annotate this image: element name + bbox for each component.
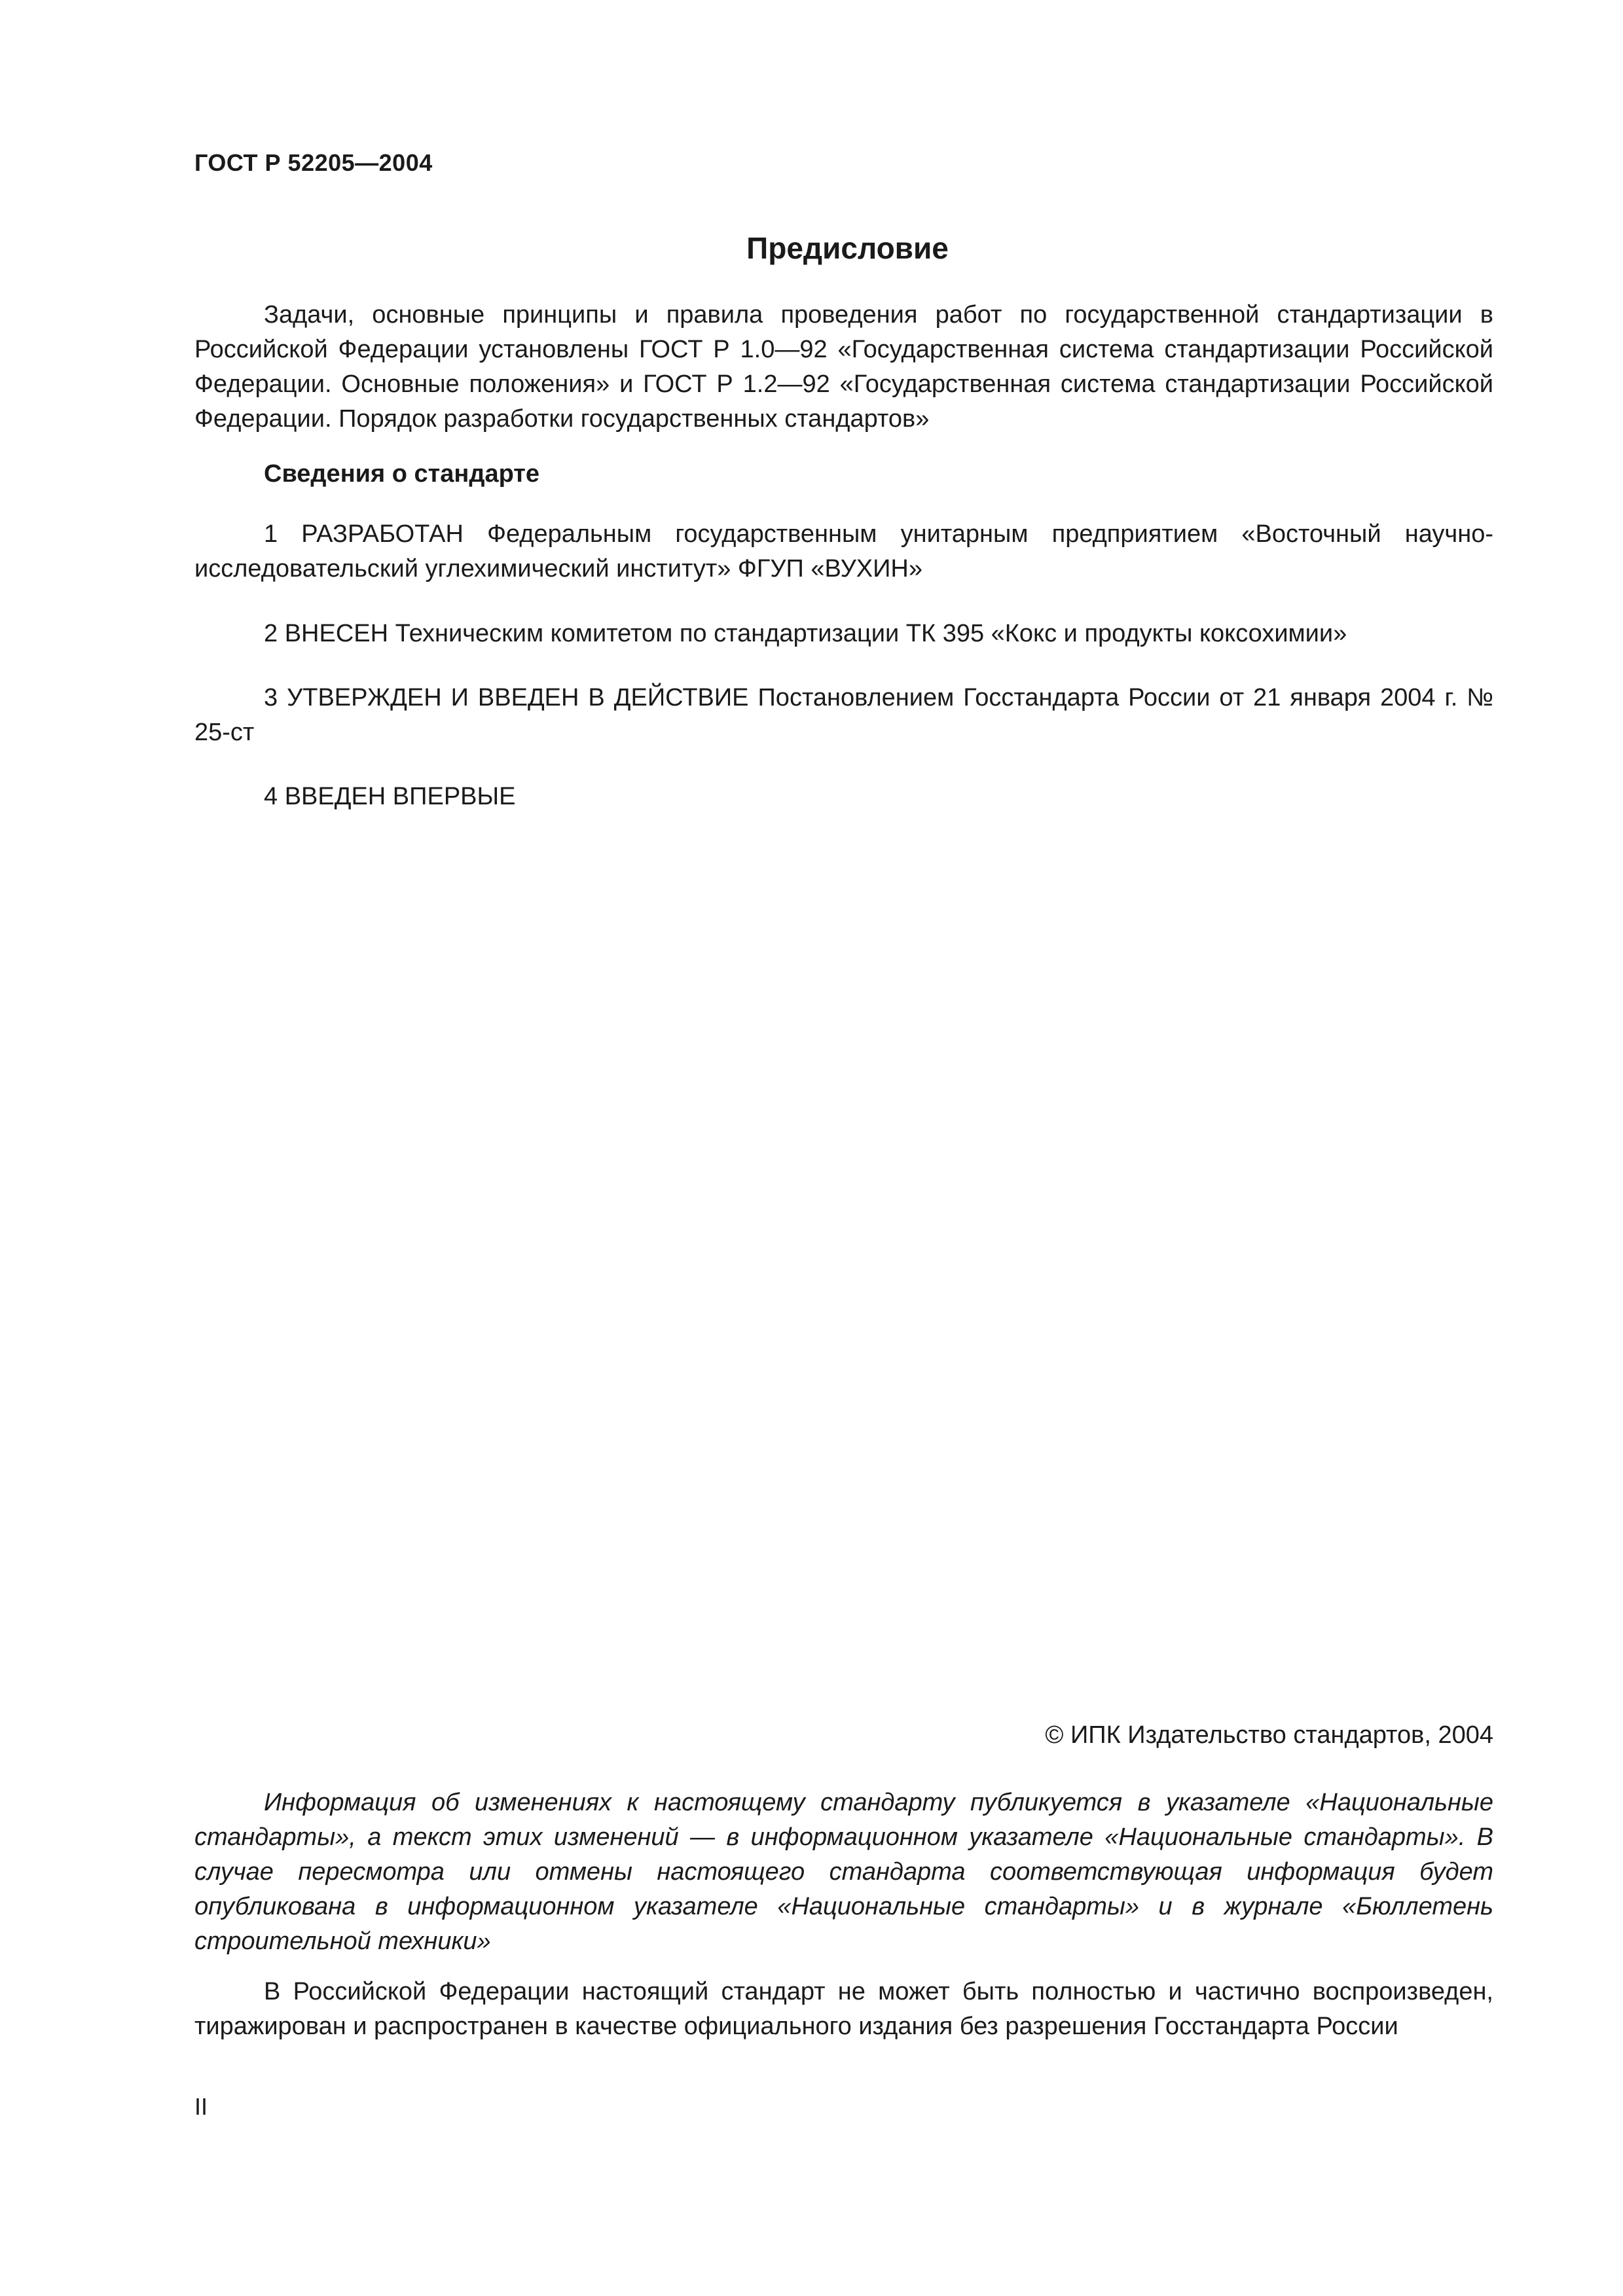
page-number: II [194, 2093, 208, 2120]
page-title: Предисловие [746, 231, 949, 265]
list-item: 1 РАЗРАБОТАН Федеральным государственным унитарным предприятием «Восточный научно-исследовательский углехимический институт» ФГУП «ВУХИН» [194, 520, 1493, 583]
list-item: 2 ВНЕСЕН Техническим комитетом по стандартизации ТК 395 «Кокс и продукты коксохимии» [264, 620, 1347, 647]
list-item: 4 ВВЕДЕН ВПЕРВЫЕ [264, 783, 516, 810]
item-3-block [194, 681, 1493, 750]
standard-info-heading: Сведения о стандарте [264, 460, 540, 488]
changes-notice-block [194, 1785, 1493, 1959]
intro-paragraph: Задачи, основные принципы и правила проведения работ по государственной стандартизации в Российской Федерации установлены ГОСТ Р 1.0—92 «Государственная система стандартизации Российской Федерации. Основные положения» и ГОСТ Р 1.2—92 «Государственная система стандартизации Российской Федерации. Порядок разработки государственных стандартов» [194, 301, 1493, 433]
foreword-intro [194, 298, 1493, 437]
item-2-block [194, 617, 1493, 651]
item-4-block [194, 780, 1493, 814]
copyright-line: © ИПК Издательство стандартов, 2004 [1045, 1721, 1493, 1749]
changes-notice: Информация об изменениях к настоящему стандарту публикуется в указателе «Национальные стандарты», а текст этих изменений — в информационном указателе «Национальные стандарты». В случае пересмотра или отмены настоящего стандарта соответствующая информация будет опубликована в информационном указателе «Национальные стандарты» и в журнале «Бюллетень строительной техники» [194, 1789, 1493, 1955]
list-item: 3 УТВЕРЖДЕН И ВВЕДЕН В ДЕЙСТВИЕ Постановлением Госстандарта России от 21 января 2004 г. № 25-ст [194, 684, 1493, 746]
document-code: ГОСТ Р 52205—2004 [194, 149, 433, 176]
reproduction-notice: В Российской Федерации настоящий стандарт не может быть полностью и частично воспроизведен, тиражирован и распространен в качестве официального издания без разрешения Госстандарта России [194, 1978, 1493, 2040]
item-1-block [194, 517, 1493, 586]
reproduction-notice-block [194, 1975, 1493, 2044]
